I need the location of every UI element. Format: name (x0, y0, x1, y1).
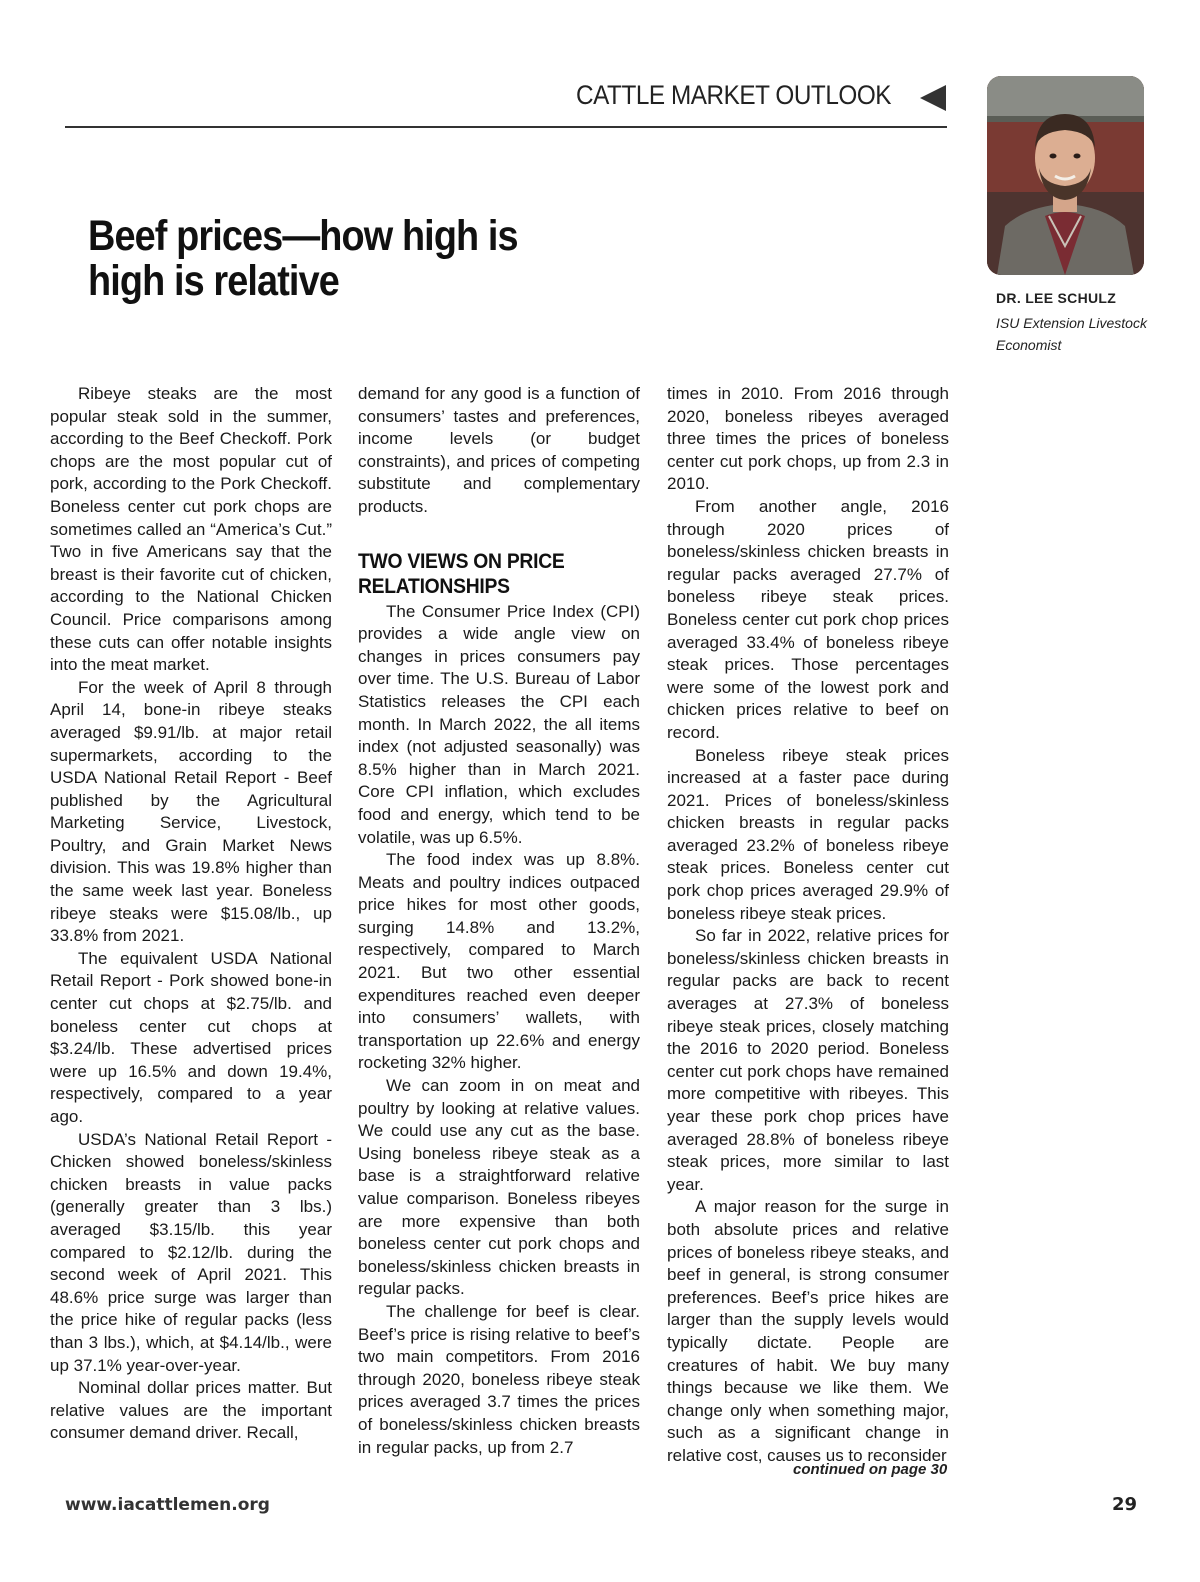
headline-line-1: Beef prices—how high is (88, 212, 518, 260)
article-paragraph: demand for any good is a function of consumers’ tastes and preferences, income levels (or budget constraints), and prices of competing substitute and complementary products. (358, 384, 640, 516)
article-paragraph: Ribeye steaks are the most popular steak sold in the summer, according to the Beef Checkoff. Pork chops are the most popular cut of pork, according to the Pork Checkoff. Boneless center cut pork chops are sometimes called an “America’s Cut.” Two in five Americans say that the breast is their favorite cut of chicken, according to the National Chicken Council. Price comparisons among these cuts can offer notable insights into the meat market. (50, 384, 332, 675)
footer-url: www.iacattlemen.org (65, 1495, 270, 1515)
article-paragraph: So far in 2022, relative prices for boneless/skinless chicken breasts in regular packs are back to recent averages at 27.3% of boneless ribeye steak prices, closely matching the 2016 to 2020 period. Boneless center cut pork chops have remained more competitive with ribeyes. This year these pork chop prices have averaged 28.8% of boneless ribeye steak prices, more similar to last year. (667, 926, 949, 1194)
article-paragraph: The challenge for beef is clear. Beef’s price is rising relative to beef’s two main competitors. From 2016 through 2020, boneless ribeye steak prices averaged 3.7 times the prices of boneless/skinless chicken breasts in regular packs, up from 2.7 (358, 1301, 640, 1457)
article-paragraph: The food index was up 8.8%. Meats and poultry indices outpaced price hikes for most other goods, surging 14.8% and 13.2%, respectively, compared to March 2021. But two other essential expenditures reached even deeper into consumers’ wallets, with transportation up 22.6% and energy rocketing 32% higher. (358, 850, 640, 1073)
article-paragraph: times in 2010. From 2016 through 2020, boneless ribeyes averaged three times the prices of boneless center cut pork chops, up from 2.3 in 2010. (667, 384, 949, 494)
page-number: 29 (1112, 1494, 1138, 1515)
article-column-1 (50, 383, 332, 1445)
article-paragraph: Nominal dollar prices matter. But relative values are the important consumer demand driver. Recall, (50, 1378, 332, 1443)
article-paragraph: From another angle, 2016 through 2020 prices of boneless/skinless chicken breasts in regular packs averaged 27.7% of boneless ribeye steak prices. Boneless center cut pork chop prices averaged 33.4% of boneless ribeye steak prices. Those percentages were some of the lowest pork and chicken prices relative to beef on record. (667, 496, 949, 742)
article-headline (88, 214, 518, 304)
author-portrait-icon (987, 76, 1144, 275)
author-photo (987, 76, 1144, 275)
continued-note: continued on page 30 (793, 1461, 948, 1478)
section-header-title: CATTLE MARKET OUTLOOK (576, 80, 892, 110)
article-column-2 (358, 383, 640, 1459)
article-paragraph: Boneless ribeye steak prices increased at a faster pace during 2021. Prices of boneless/skinless chicken breasts in regular packs averaged 23.2% of boneless ribeye steak prices. Boneless center cut pork chop prices averaged 29.9% of boneless ribeye steak prices. (667, 745, 949, 923)
header-rule (65, 126, 947, 128)
article-paragraph: For the week of April 8 through April 14, bone-in ribeye steaks averaged $9.91/lb. at major retail supermarkets, according to the USDA National Retail Report - Beef published by the Agricultural Marketing Service, Livestock, Poultry, and Grain Market News division. This was 19.8% higher than the same week last year. Boneless ribeye steaks were $15.08/lb., up 33.8% from 2021. (50, 677, 332, 946)
article-paragraph: We can zoom in on meat and poultry by looking at relative values. We could use any cut as the base. Using boneless ribeye steak as a base is a straightforward relative value comparison. Boneless ribeyes are more expensive than both boneless center cut pork chops and boneless/skinless chicken breasts in regular packs. (358, 1076, 640, 1299)
section-subhead: TWO VIEWS ON PRICE RELATIONSHIPS (358, 549, 565, 598)
headline-line-2: high is relative (88, 257, 339, 305)
article-column-3 (667, 383, 949, 1468)
article-paragraph: The equivalent USDA National Retail Report - Pork showed bone-in center cut chops at $2.75/lb. and boneless center cut chops at $3.24/lb. These advertised prices were up 16.5% and down 19.4%, respectively, compared to a year ago. (50, 948, 332, 1126)
article-paragraph: The Consumer Price Index (CPI) provides a wide angle view on changes in prices consumers pay over time. The U.S. Bureau of Labor Statistics releases the CPI each month. In March 2022, the all items index (not adjusted seasonally) was 8.5% higher than in March 2021. Core CPI inflation, which excludes food and energy, which tend to be volatile, was up 6.5%. (358, 601, 640, 847)
author-name: DR. LEE SCHULZ (996, 290, 1117, 306)
author-title: ISU Extension Livestock Economist (996, 315, 1147, 353)
article-paragraph: A major reason for the surge in both absolute prices and relative prices of boneless ribeye steaks, and beef in general, is strong consumer preferences. Beef’s price hikes are larger than the supply levels would typically dictate. People are creatures of habit. We buy many things because we like them. We change only when something major, such as a significant change in relative cost, causes us to reconsider (667, 1197, 949, 1465)
article-paragraph: USDA’s National Retail Report - Chicken showed boneless/skinless chicken breasts in value packs (generally greater than 3 lbs.) averaged $3.15/lb. this year compared to $2.12/lb. during the second week of April 2021. This 48.6% price surge was larger than the price hike of regular packs (less than 3 lbs.), which, at $4.14/lb., were up 37.1% year-over-year. (50, 1129, 332, 1375)
header-arrow-icon (920, 85, 946, 111)
